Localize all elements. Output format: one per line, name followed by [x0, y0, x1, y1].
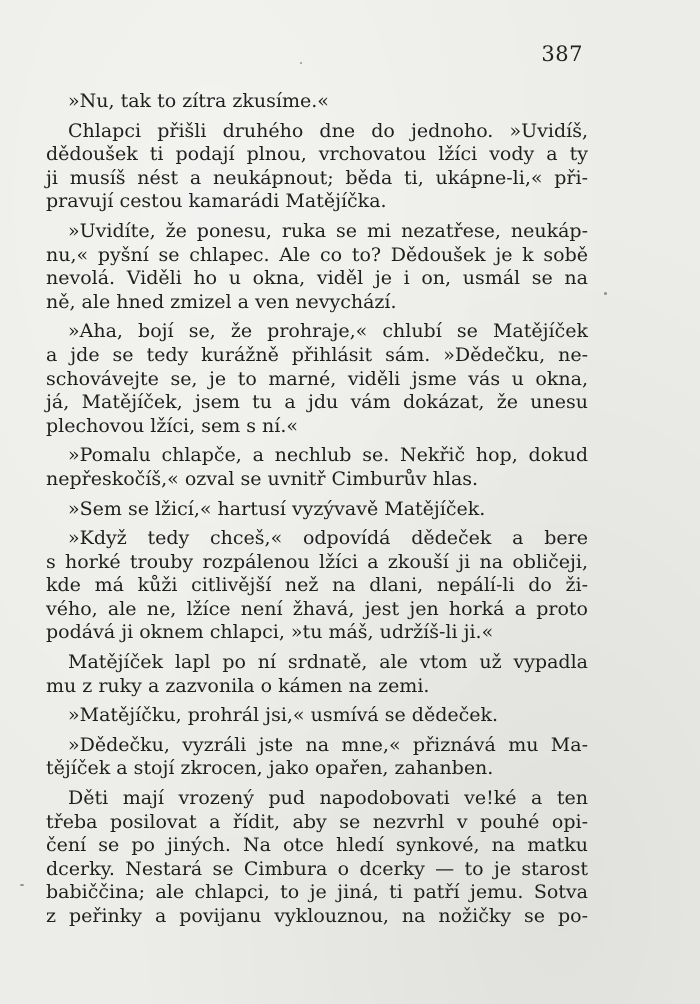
text-line: »Uvidíte, že ponesu, ruka se mi nezatřese, neukáp-	[68, 219, 588, 242]
text-line: dědoušek ti podají plnou, vrchovatou lžíci vody a ty	[46, 143, 588, 166]
paper-speck	[20, 884, 24, 886]
text-line: schovávejte se, je to marné, viděli jsme vás u okna,	[46, 367, 588, 390]
page-number: 387	[541, 42, 583, 66]
paragraph-2	[46, 120, 588, 214]
text-line: tějíček a stojí zkrocen, jako opařen, zahanben.	[46, 757, 494, 780]
paragraph-6	[46, 498, 588, 522]
text-line: s horké trouby rozpálenou lžíci a zkouší ji na obličeji,	[46, 550, 588, 573]
text-line: dcerky. Nestará se Cimbura o dcerky — to je starost	[46, 857, 588, 880]
text-line: nu,« pyšní se chlapec. Ale co to? Dědoušek je k sobě	[46, 243, 588, 266]
text-line: »Když tedy chceš,« odpovídá dědeček a bere	[68, 527, 588, 550]
text-line: podává ji oknem chlapci, »tu máš, udržíš-li ji.«	[46, 621, 494, 644]
text-line: vého, ale ne, lžíce není žhavá, jest jen horká a proto	[46, 597, 588, 620]
text-line: nepřeskočíš,« ozval se uvnitř Cimburův hlas.	[46, 467, 479, 490]
paragraph-11	[46, 787, 588, 929]
text-line: třeba posilovat a řídit, aby se nezvrhl v pouhé opi-	[46, 810, 588, 833]
paragraph-5	[46, 444, 588, 491]
text-line: »Pomalu chlapče, a nechlub se. Nekřič hop, dokud	[68, 444, 588, 467]
paragraph-7	[46, 527, 588, 645]
text-line: »Aha, bojí se, že prohraje,« chlubí se Matějíček	[68, 320, 588, 343]
paragraph-4	[46, 320, 588, 438]
text-line: a jde se tedy kurážně přihlásit sám. »Dědečku, ne-	[46, 343, 588, 366]
paragraph-10	[46, 734, 588, 781]
text-line: ně, ale hned zmizel a ven nevychází.	[46, 290, 397, 313]
paper-speck	[604, 292, 607, 295]
text-line: »Dědečku, vyzráli jste na mne,« přiznává mu Ma-	[68, 733, 588, 756]
text-line: nevolá. Viděli ho u okna, viděl je i on, usmál se na	[46, 267, 588, 290]
text-line: z peřinky a povijanu vyklouznou, na nožičky se po-	[46, 905, 588, 927]
text-line: plechovou lžíci, sem s ní.«	[46, 414, 299, 437]
body-text	[46, 90, 588, 935]
text-line: pravují cestou kamarádi Matějíčka.	[46, 190, 387, 213]
text-line: babiččina; ale chlapci, to je jiná, ti patří jemu. Sotva	[46, 881, 588, 904]
text-line: ji musíš nést a neukápnout; běda ti, ukápne-li,« při-	[46, 166, 588, 189]
paragraph-8	[46, 651, 588, 698]
text-line: »Nu, tak to zítra zkusíme.«	[68, 90, 329, 112]
text-line: Matějíček lapl po ní srdnatě, ale vtom už vypadla	[68, 651, 588, 674]
text-line: já, Matějíček, jsem tu a jdu vám dokázat, že unesu	[46, 391, 588, 414]
text-line: »Sem se lžicí,« hartusí vyzývavě Matějíček.	[68, 497, 486, 520]
text-line: Chlapci přišli druhého dne do jednoho. »Uvidíš,	[68, 119, 588, 142]
text-line: »Matějíčku, prohrál jsi,« usmívá se dědeček.	[68, 704, 499, 727]
paper-speck	[300, 62, 302, 64]
text-line: kde má kůži citlivější než na dlani, nepálí-li do ži-	[46, 574, 588, 597]
text-line: mu z ruky a zazvonila o kámen na zemi.	[46, 674, 430, 697]
paragraph-1	[46, 90, 588, 114]
paragraph-9	[46, 704, 588, 728]
text-line: Děti mají vrozený pud napodobovati ve!ké a ten	[68, 787, 588, 810]
text-line: čení se po jiných. Na otce hledí synkové, na matku	[46, 834, 588, 857]
paragraph-3	[46, 220, 588, 314]
